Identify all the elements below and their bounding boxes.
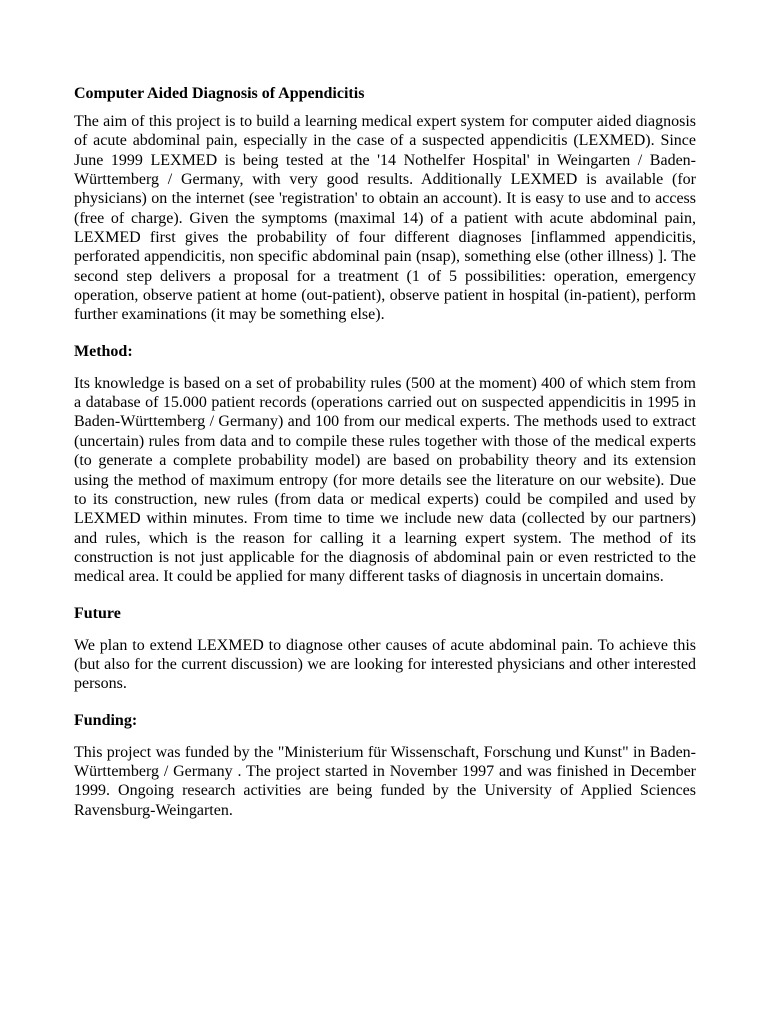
method-heading: Method:	[74, 342, 133, 360]
future-heading: Future	[74, 604, 121, 622]
funding-paragraph: This project was funded by the "Ministerium für Wissenschaft, Forschung und Kunst" in Baden-Württemberg / Germany . The project started in November 1997 and was finished in December 1999. Ongoing research activities are being funded by the University of Applied Sciences Ravensburg-Weingarten.	[74, 743, 696, 819]
intro-paragraph: The aim of this project is to build a learning medical expert system for computer aided diagnosis of acute abdominal pain, especially in the case of a suspected appendicitis (LEXMED). Since June 1999 LEXMED is being tested at the '14 Nothelfer Hospital' in Weingarten / Baden-Württemberg / Germany, with very good results. Additionally LEXMED is available (for physicians) on the internet (see 'registration' to obtain an account). It is easy to use and to access (free of charge). Given the symptoms (maximal 14) of a patient with acute abdominal pain, LEXMED first gives the probability of four different diagnoses [inflammed appendicitis, perforated appendicitis, non specific abdominal pain (nsap), something else (other illness) ]. The second step delivers a proposal for a treatment (1 of 5 possibilities: operation, emergency operation, observe patient at home (out-patient), observe patient in hospital (in-patient), perform further examinations (it may be something else).	[74, 113, 696, 324]
method-paragraph: Its knowledge is based on a set of probability rules (500 at the moment) 400 of which stem from a database of 15.000 patient records (operations carried out on suspected appendicitis in 1995 in Baden-Württemberg / Germany) and 100 from our medical experts. The methods used to extract (uncertain) rules from data and to compile these rules together with those of the medical experts (to generate a complete probability model) are based on probability theory and its extension using the method of maximum entropy (for more details see the literature on our website). Due to its construction, new rules (from data or medical experts) could be compiled and used by LEXMED within minutes. From time to time we include new data (collected by our partners) and rules, which is the reason for calling it a learning expert system. The method of its construction is not just applicable for the diagnosis of abdominal pain or even restricted to the medical area. It could be applied for many different tasks of diagnosis in uncertain domains.	[74, 374, 696, 586]
document-page	[74, 84, 696, 820]
future-paragraph: We plan to extend LEXMED to diagnose other causes of acute abdominal pain. To achieve this (but also for the current discussion) we are looking for interested physicians and other interested persons.	[74, 636, 696, 693]
funding-heading: Funding:	[74, 711, 138, 729]
document-title: Computer Aided Diagnosis of Appendicitis	[74, 85, 365, 102]
